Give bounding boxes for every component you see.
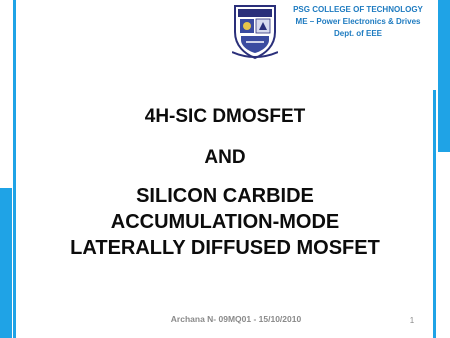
college-crest-icon [232, 2, 278, 60]
title-line-3b: ACCUMULATION-MODE [110, 211, 340, 233]
department-name: Dept. of EEE [333, 29, 382, 38]
program-name: ME – Power Electronics & Drives [295, 17, 421, 26]
title-line-2: AND [204, 147, 246, 168]
title-line-3a: SILICON CARBIDE [136, 185, 314, 207]
left-accent-bar [0, 188, 12, 338]
footer-author: Archana N- 09MQ01 - 15/10/2010 [170, 314, 302, 324]
institution-name: PSG COLLEGE OF TECHNOLOGY [293, 5, 423, 14]
title-line-3 [20, 183, 430, 261]
page-number: 1 [409, 316, 415, 325]
right-accent-line [433, 90, 436, 338]
left-accent-line [13, 0, 16, 338]
title-line-3c: LATERALLY DIFFUSED MOSFET [70, 237, 380, 259]
title-line-1: 4H-SIC DMOSFET [144, 106, 306, 127]
header-institution-block [278, 4, 438, 40]
right-accent-bar [438, 0, 450, 152]
